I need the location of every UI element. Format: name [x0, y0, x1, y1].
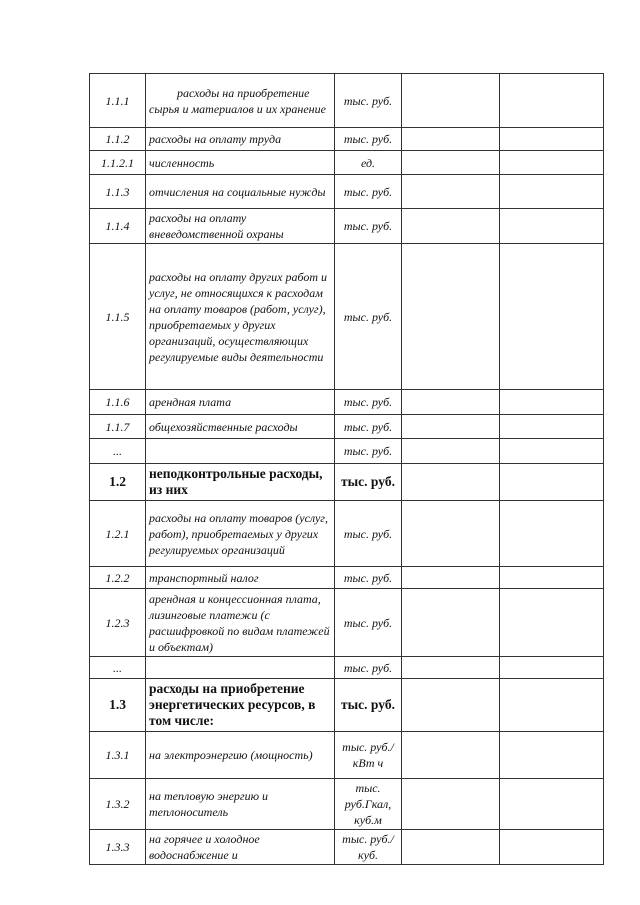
row-unit: тыс. руб.: [335, 390, 402, 415]
row-unit: ед.: [335, 151, 402, 175]
table-row: [90, 390, 604, 415]
row-unit: тыс. руб.: [335, 209, 402, 244]
row-unit: тыс. руб.: [335, 415, 402, 439]
row-unit: тыс. руб.: [335, 244, 402, 390]
row-number: 1.3.2: [90, 779, 146, 830]
row-name: общехозяйственные расходы: [146, 415, 335, 439]
value-cell: [402, 390, 500, 415]
table-row: [90, 244, 604, 390]
row-number: 1.1.2: [90, 128, 146, 151]
table-row: [90, 679, 604, 732]
row-name: арендная и концессионная плата, лизинговые платежи (с расшифровкой по видам платежей и объектам): [146, 589, 335, 657]
value-cell: [402, 128, 500, 151]
row-number: 1.1.7: [90, 415, 146, 439]
table-row: [90, 567, 604, 589]
row-number: 1.1.3: [90, 175, 146, 209]
tariff-table-body: [90, 74, 604, 865]
table-row: [90, 415, 604, 439]
row-unit: тыс. руб.: [335, 679, 402, 732]
row-unit: тыс. руб./кВт ч: [335, 732, 402, 779]
value-cell: [500, 415, 604, 439]
row-number: 1.3.1: [90, 732, 146, 779]
value-cell: [500, 74, 604, 128]
row-name: на тепловую энергию и теплоноситель: [146, 779, 335, 830]
row-name: на электроэнергию (мощность): [146, 732, 335, 779]
row-unit: тыс. руб.: [335, 657, 402, 679]
table-row: [90, 128, 604, 151]
table-row: [90, 589, 604, 657]
value-cell: [402, 657, 500, 679]
row-name: расходы на оплату вневедомственной охраны: [146, 209, 335, 244]
table-row: [90, 501, 604, 567]
value-cell: [500, 679, 604, 732]
value-cell: [402, 151, 500, 175]
row-unit: тыс. руб.: [335, 439, 402, 464]
row-unit: тыс. руб.: [335, 464, 402, 501]
table-row: [90, 74, 604, 128]
value-cell: [500, 501, 604, 567]
row-name: расходы на приобретение энергетических ресурсов, в том числе:: [146, 679, 335, 732]
row-number: 1.2: [90, 464, 146, 501]
row-unit: тыс. руб.: [335, 128, 402, 151]
value-cell: [500, 439, 604, 464]
row-unit: тыс. руб.: [335, 74, 402, 128]
value-cell: [500, 657, 604, 679]
table-row: [90, 209, 604, 244]
table-row: [90, 464, 604, 501]
value-cell: [402, 830, 500, 865]
value-cell: [402, 679, 500, 732]
row-number: ...: [90, 657, 146, 679]
value-cell: [500, 779, 604, 830]
value-cell: [402, 464, 500, 501]
value-cell: [500, 830, 604, 865]
value-cell: [500, 567, 604, 589]
value-cell: [500, 732, 604, 779]
value-cell: [500, 151, 604, 175]
row-unit: тыс. руб.Гкал, куб.м: [335, 779, 402, 830]
table-row: [90, 779, 604, 830]
table-row: [90, 657, 604, 679]
value-cell: [402, 589, 500, 657]
row-name: расходы на оплату труда: [146, 128, 335, 151]
table-row: [90, 175, 604, 209]
value-cell: [500, 244, 604, 390]
value-cell: [402, 732, 500, 779]
value-cell: [402, 74, 500, 128]
table-row: [90, 732, 604, 779]
row-unit: тыс. руб.: [335, 567, 402, 589]
value-cell: [500, 464, 604, 501]
value-cell: [500, 128, 604, 151]
tariff-table: [89, 73, 604, 865]
row-number: 1.1.2.1: [90, 151, 146, 175]
row-name: расходы на оплату товаров (услуг, работ), приобретаемых у других регулируемых организаций: [146, 501, 335, 567]
row-name: арендная плата: [146, 390, 335, 415]
table-row: [90, 439, 604, 464]
value-cell: [402, 415, 500, 439]
row-name: [146, 439, 335, 464]
value-cell: [500, 589, 604, 657]
row-name: численность: [146, 151, 335, 175]
row-name: расходы на оплату других работ и услуг, не относящихся к расходам на оплату товаров (работ, услуг), приобретаемых у других организаций, осуществляющих регулируемые виды деятельности: [146, 244, 335, 390]
table-row: [90, 151, 604, 175]
row-name: отчисления на социальные нужды: [146, 175, 335, 209]
row-number: 1.1.6: [90, 390, 146, 415]
row-unit: тыс. руб.: [335, 175, 402, 209]
value-cell: [402, 567, 500, 589]
row-name: расходы на приобретение сырья и материалов и их хранение: [146, 74, 335, 128]
value-cell: [402, 244, 500, 390]
row-name: [146, 657, 335, 679]
table-row: [90, 830, 604, 865]
row-name: на горячее и холодное водоснабжение и: [146, 830, 335, 865]
row-number: 1.2.3: [90, 589, 146, 657]
value-cell: [500, 390, 604, 415]
value-cell: [402, 501, 500, 567]
row-number: 1.3.3: [90, 830, 146, 865]
value-cell: [402, 209, 500, 244]
row-name: неподконтрольные расходы, из них: [146, 464, 335, 501]
row-number: 1.1.5: [90, 244, 146, 390]
row-number: 1.1.1: [90, 74, 146, 128]
row-unit: тыс. руб.: [335, 501, 402, 567]
value-cell: [402, 779, 500, 830]
row-name: транспортный налог: [146, 567, 335, 589]
row-number: 1.2.2: [90, 567, 146, 589]
row-unit: тыс. руб.: [335, 589, 402, 657]
value-cell: [500, 175, 604, 209]
value-cell: [500, 209, 604, 244]
row-number: ...: [90, 439, 146, 464]
value-cell: [402, 175, 500, 209]
row-number: 1.3: [90, 679, 146, 732]
row-unit: тыс. руб./куб.: [335, 830, 402, 865]
row-number: 1.2.1: [90, 501, 146, 567]
value-cell: [402, 439, 500, 464]
row-number: 1.1.4: [90, 209, 146, 244]
